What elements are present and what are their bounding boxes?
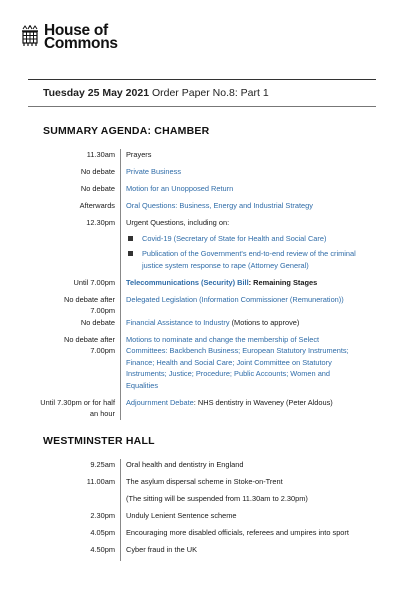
- agenda-text: The asylum dispersal scheme in Stoke-on-Trent: [126, 477, 283, 486]
- house-of-commons-logo: [20, 24, 118, 50]
- delegated-legislation-link[interactable]: Delegated Legislation (Information Commissioner (Remuneration)): [126, 294, 344, 304]
- logo-line-1: House of: [44, 22, 108, 39]
- agenda-text: : NHS dentistry in Waveney (Peter Aldous): [193, 397, 333, 407]
- agenda-time: No debate: [80, 317, 115, 327]
- agenda-row: [40, 459, 360, 476]
- agenda-text: Oral health and dentistry in England: [126, 460, 244, 469]
- square-bullet-icon: [128, 251, 133, 256]
- agenda-time: 12.30pm: [86, 218, 115, 227]
- portcullis-icon: [20, 25, 40, 47]
- agenda-row: [40, 493, 360, 510]
- agenda-time: No debate: [80, 167, 115, 176]
- select-committees-link[interactable]: Motions to nominate and change the membership of Select Committees: Backbench Business; European Statutory Instruments; Finance; Health and Social Care; Joint Committee on Statutory Instruments; Justice; Procedure; Public Accounts; Women and Equalities: [126, 334, 349, 390]
- private-business-link[interactable]: Private Business: [126, 167, 182, 176]
- agenda-time: Until 7.00pm: [73, 277, 115, 287]
- agenda-row: [40, 277, 360, 294]
- header-rule-bottom: [28, 106, 376, 107]
- agenda-row: [40, 217, 360, 277]
- logo-line-2: Commons: [44, 35, 118, 52]
- adjournment-debate-link[interactable]: Adjournment Debate: [126, 397, 194, 407]
- agenda-row: [40, 476, 360, 493]
- order-paper-title: [43, 87, 269, 99]
- header-rule-top: [28, 79, 376, 80]
- chamber-heading: SUMMARY AGENDA: CHAMBER: [43, 125, 210, 137]
- agenda-row: [40, 166, 360, 183]
- paper-date: Tuesday 25 May 2021: [43, 87, 150, 99]
- agenda-row: [40, 183, 360, 200]
- agenda-time: No debate after 7.00pm: [64, 294, 115, 315]
- agenda-time: [40, 493, 120, 510]
- agenda-text: (The sitting will be suspended from 11.30am to 2.30pm): [126, 494, 308, 503]
- agenda-time: 4.50pm: [90, 545, 115, 554]
- chamber-agenda: [40, 149, 360, 420]
- agenda-time: 2.30pm: [90, 511, 115, 520]
- agenda-text: Encouraging more disabled officials, referees and umpires into sport: [126, 528, 349, 537]
- telecommunications-bill-link[interactable]: Telecommunications (Security) Bill: [126, 277, 249, 287]
- unopposed-return-link[interactable]: Motion for an Unopposed Return: [126, 184, 234, 193]
- covid-19-link[interactable]: Covid-19 (Secretary of State for Health and Social Care): [142, 233, 327, 243]
- agenda-time: No debate: [80, 184, 115, 193]
- agenda-row: [40, 510, 360, 527]
- oral-questions-link[interactable]: Oral Questions: Business, Energy and Industrial Strategy: [126, 201, 313, 210]
- agenda-text: Unduly Lenient Sentence scheme: [126, 511, 237, 520]
- agenda-text: Urgent Questions, including on:: [126, 218, 230, 227]
- financial-assistance-link[interactable]: Financial Assistance to Industry: [126, 317, 230, 327]
- agenda-row: [40, 527, 360, 544]
- agenda-row: [40, 200, 360, 217]
- agenda-time: Afterwards: [79, 201, 115, 210]
- agenda-text: Prayers: [126, 150, 152, 159]
- agenda-text: : Remaining Stages: [248, 277, 318, 287]
- urgent-question-item: [126, 233, 360, 245]
- agenda-row: [40, 317, 360, 334]
- rape-review-link[interactable]: Publication of the Government's end-to-end review of the criminal justice system response to rape (Attorney General): [142, 249, 356, 270]
- agenda-time: 11.00am: [86, 477, 115, 486]
- westminster-hall-heading: WESTMINSTER HALL: [43, 435, 155, 447]
- agenda-time: No debate after 7.00pm: [64, 334, 115, 355]
- agenda-row: [40, 149, 360, 166]
- agenda-row: [40, 294, 360, 317]
- paper-title: Order Paper No.8: Part 1: [151, 87, 269, 99]
- westminster-hall-agenda: [40, 459, 360, 561]
- urgent-question-item: [126, 248, 360, 271]
- agenda-time: 9.25am: [90, 460, 115, 469]
- agenda-time: 4.05pm: [90, 528, 115, 537]
- agenda-text: Cyber fraud in the UK: [126, 545, 198, 554]
- agenda-row: [40, 334, 360, 397]
- square-bullet-icon: [128, 236, 133, 241]
- agenda-time: Until 7.30pm or for half an hour: [40, 397, 115, 418]
- agenda-text: (Motions to approve): [229, 317, 300, 327]
- agenda-row: [40, 397, 360, 420]
- agenda-row: [40, 544, 360, 561]
- agenda-time: 11.30am: [86, 150, 115, 159]
